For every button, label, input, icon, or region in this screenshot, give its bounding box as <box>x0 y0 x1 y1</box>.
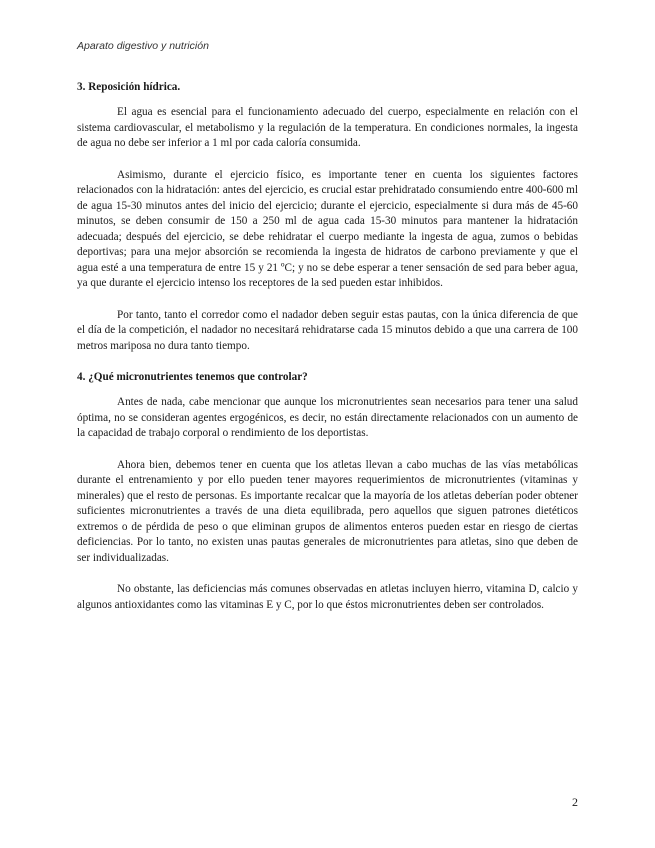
running-header: Aparato digestivo y nutrición <box>77 40 209 52</box>
paragraph: El agua es esencial para el funcionamiento adecuado del cuerpo, especialmente en relación con el sistema cardiovascular, el metabolismo y la regulación de la temperatura. En condiciones normales, la ingesta de agua no debe ser inferior a 1 ml por cada caloría consumida. <box>77 106 578 149</box>
paragraph: Antes de nada, cabe mencionar que aunque los micronutrientes sean necesarios para tener una salud óptima, no se consideran agentes ergogénicos, es decir, no están directamente relacionados con un aumento de la capacidad de trabajo corporal o rendimiento de los deportistas. <box>77 396 578 439</box>
paragraph: Ahora bien, debemos tener en cuenta que los atletas llevan a cabo muchas de las vías metabólicas durante el entrenamiento y por ello pueden tener mayores requerimientos de micronutrientes (vitaminas y minerales) que el resto de personas. Es importante recalcar que la mayoría de los atletas deberían poder obtener suficientes micronutrientes a través de una dieta equilibrada, pero aquellos que siguen patrones dietéticos extremos o de pérdida de peso o que eliminan grupos de alimentos enteros pueden estar en riesgo de ciertas deficiencias. Por lo tanto, no existen unas pautas generales de micronutrientes para atletas, sino que deben de ser individualizadas. <box>77 458 578 564</box>
section-heading-micronutrients: 4. ¿Qué micronutrientes tenemos que controlar? <box>77 371 308 383</box>
paragraph: Por tanto, tanto el corredor como el nadador deben seguir estas pautas, con la única diferencia de que el día de la competición, el nadador no necesitará rehidratarse cada 15 minutos debido a que una carrera de 100 metros mariposa no dura tanto tiempo. <box>77 308 578 352</box>
paragraph: Asimismo, durante el ejercicio físico, es importante tener en cuenta los siguientes factores relacionados con la hidratación: antes del ejercicio, es crucial estar prehidratado consumiendo entre 400-600 ml de agua 15-30 minutos antes del inicio del ejercicio; durante el ejercicio, especialmente si dura más de 45-60 minutos, se deben consumir de 150 a 250 ml de agua cada 15-30 minutos para mantener la hidratación adecuada; después del ejercicio, se debe rehidratar el cuerpo mediante la ingesta de agua, zumos o bebidas deportivas; para una mejor absorción se recomienda la ingesta de hidratos de carbono previamente y que el agua esté a una temperatura de entre 15 y 21 ºC; y no se debe esperar a tener sensación de sed para beber agua, ya que durante el ejercicio intenso los receptores de la sed pueden estar inhibidos. <box>77 168 578 289</box>
section-heading-hydration: 3. Reposición hídrica. <box>77 81 181 93</box>
page-number: 2 <box>572 795 578 809</box>
paragraph: No obstante, las deficiencias más comunes observadas en atletas incluyen hierro, vitamina D, calcio y algunos antioxidantes como las vitaminas E y C, por lo que éstos micronutrientes deben ser controlados. <box>77 583 578 611</box>
document-body <box>77 80 578 629</box>
